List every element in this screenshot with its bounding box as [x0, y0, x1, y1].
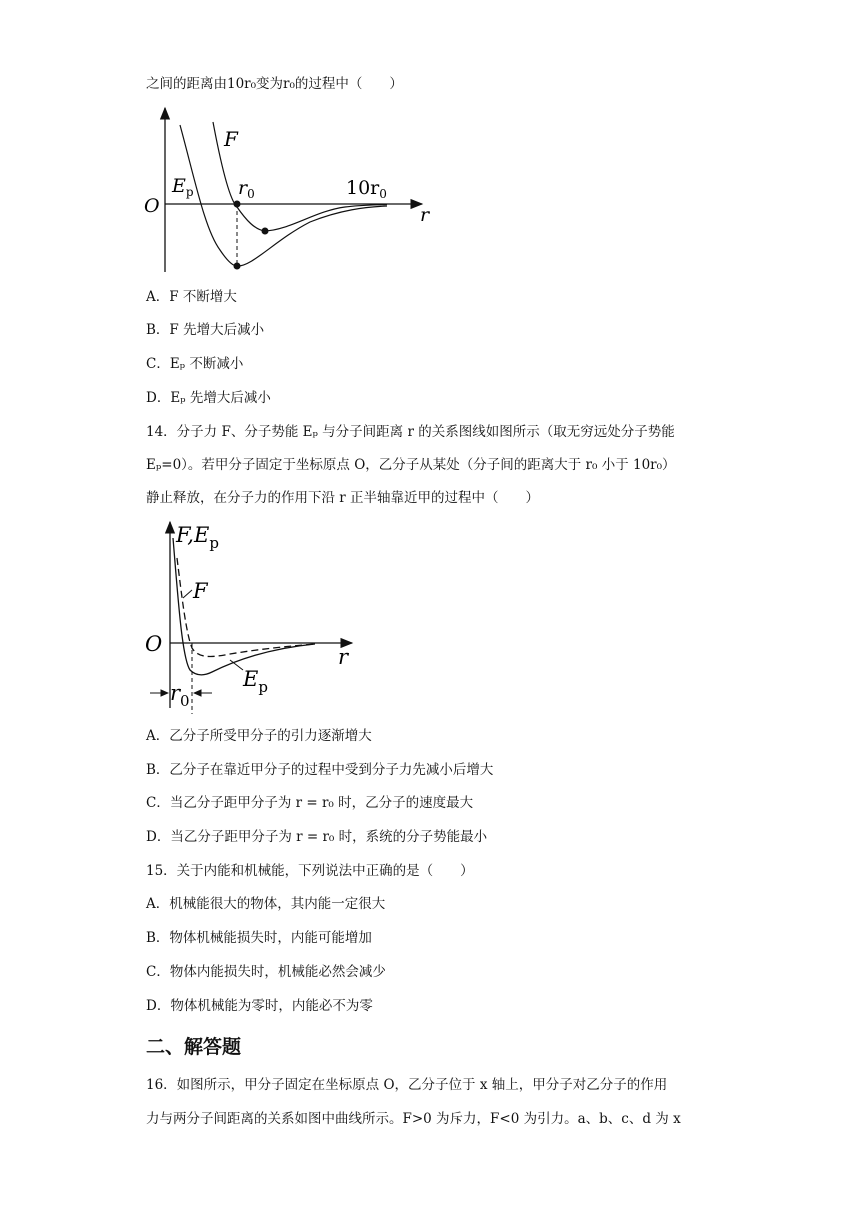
- q13-figure: [140, 100, 440, 280]
- q13-label-10r0-sub: 0: [379, 187, 387, 201]
- q13-r0-point: [234, 201, 241, 208]
- svg-text:10r0: [346, 177, 387, 201]
- q13-label-Ep-sub: p: [185, 185, 194, 199]
- q14-stem-line1: 14．分子力 F、分子势能 Eₚ 与分子间距离 r 的关系图线如图所示（取无穷远处分子势能: [146, 424, 675, 440]
- q14-potential-curve: [173, 538, 315, 675]
- q14-option-d: D．当乙分子距甲分子为 r = r₀ 时，系统的分子势能最小: [146, 829, 488, 845]
- q15-option-a: A．机械能很大的物体，其内能一定很大: [146, 896, 386, 912]
- q13-label-Ep: E: [172, 175, 186, 197]
- q15-stem: 15．关于内能和机械能，下列说法中正确的是（ ）: [146, 863, 474, 879]
- q14-option-c: C．当乙分子距甲分子为 r = r₀ 时，乙分子的速度最大: [146, 795, 474, 811]
- q14-force-curve: [177, 558, 315, 656]
- svg-text:r0: [170, 681, 190, 710]
- q14-label-Ep: E: [243, 667, 259, 691]
- q14-figure: [140, 518, 370, 718]
- q14-label-r: r: [338, 645, 349, 669]
- q13-potential-min-point: [234, 263, 241, 270]
- q13-option-c: C．Eₚ 不断减小: [146, 356, 244, 372]
- q13-option-b: B．F 先增大后减小: [146, 322, 265, 338]
- q16-stem-line2: 力与两分子间距离的关系如图中曲线所示。F>0 为斥力，F<0 为引力。a、b、c、d 为 x: [146, 1111, 681, 1127]
- q13-label-F: F: [224, 127, 238, 151]
- q13-label-O: O: [144, 195, 160, 217]
- section-title: 二、解答题: [146, 1036, 242, 1058]
- q13-label-r: r: [420, 204, 430, 226]
- q14-stem-line2: Eₚ=0）。若甲分子固定于坐标原点 O，乙分子从某处（分子间的距离大于 r₀ 小于 10r₀）: [146, 457, 676, 473]
- q13-option-d: D．Eₚ 先增大后减小: [146, 390, 271, 406]
- q13-label-r0-sub: 0: [247, 187, 255, 201]
- q14-F-leader: [183, 590, 192, 598]
- q14-label-Ep-sub: p: [258, 678, 268, 696]
- q13-label-10r0: 10r: [346, 177, 380, 199]
- q14-label-axis-sub: p: [209, 534, 219, 552]
- q14-label-F: F: [193, 579, 208, 603]
- q13-label-r0: r: [238, 177, 248, 199]
- svg-text:F,Ep: [175, 523, 219, 552]
- q14-stem-line3: 静止释放，在分子力的作用下沿 r 正半轴靠近甲的过程中（ ）: [146, 490, 540, 506]
- q14-option-a: A．乙分子所受甲分子的引力逐渐增大: [146, 728, 372, 744]
- svg-text:Ep: [242, 667, 268, 696]
- q16-stem-line1: 16．如图所示，甲分子固定在坐标原点 O，乙分子位于 x 轴上，甲分子对乙分子的作用: [146, 1077, 668, 1093]
- q15-option-d: D．物体机械能为零时，内能必不为零: [146, 998, 373, 1014]
- svg-text:r0: [238, 177, 255, 201]
- q13-force-min-point: [262, 228, 269, 235]
- q13-stem-tail: 之间的距离由10r₀变为r₀的过程中（ ）: [146, 76, 403, 92]
- q14-label-r0-sub: 0: [180, 692, 190, 710]
- q14-label-axis: F,E: [176, 523, 210, 547]
- q14-option-b: B．乙分子在靠近甲分子的过程中受到分子力先减小后增大: [146, 762, 494, 778]
- q15-option-c: C．物体内能损失时，机械能必然会减少: [146, 964, 386, 980]
- q14-label-O: O: [145, 632, 163, 656]
- q14-label-r0: r: [170, 681, 181, 705]
- q15-option-b: B．物体机械能损失时，内能可能增加: [146, 930, 372, 946]
- q13-option-a: A．F 不断增大: [146, 289, 237, 305]
- svg-text:Ep: [171, 175, 194, 199]
